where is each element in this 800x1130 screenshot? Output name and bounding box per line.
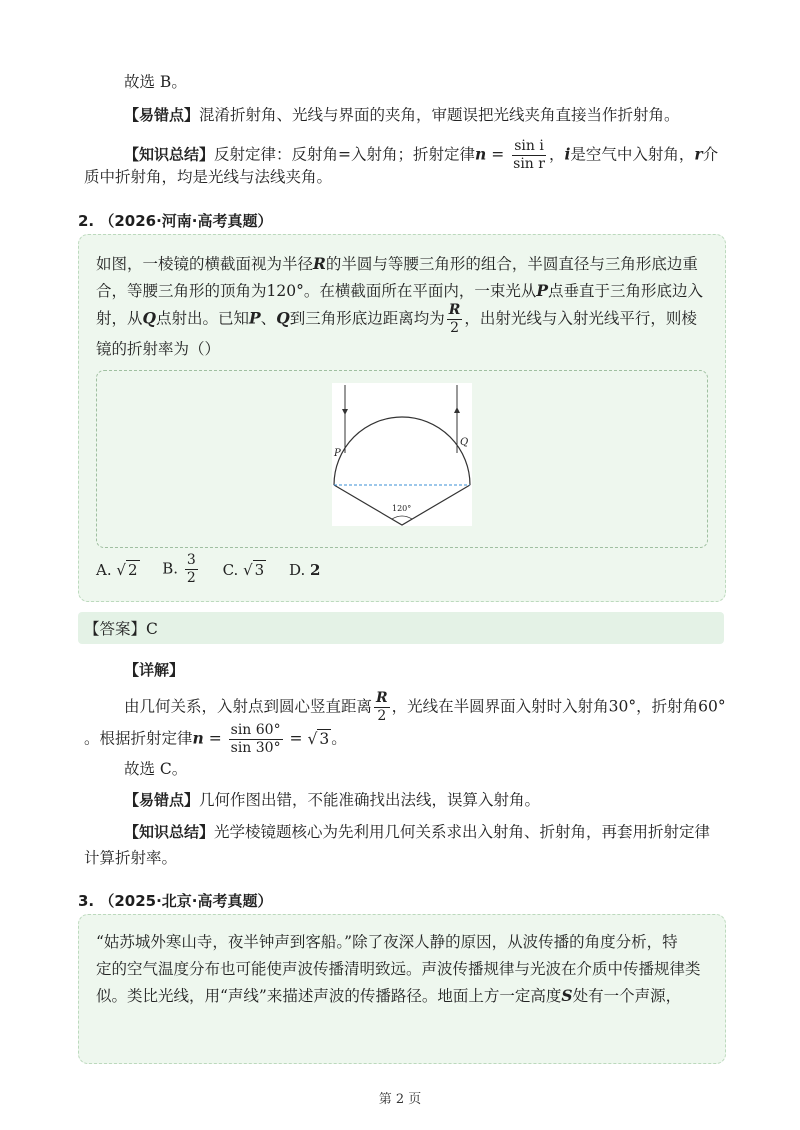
frac-den: 2 [186, 570, 196, 586]
stem-text: ，出射光线与入射光线平行，则棱 [464, 309, 697, 328]
error-tag: 【易错点】 [124, 791, 200, 809]
emergent-arrow [454, 407, 460, 413]
eq-sign: = [486, 145, 510, 164]
frac-den: 2 [450, 320, 460, 336]
snell-fraction [511, 138, 547, 173]
var-s: S [561, 986, 573, 1005]
option-value: 2 [310, 560, 321, 579]
option-label: A. [96, 560, 112, 579]
q2-summary [124, 820, 710, 844]
q1-choose: 故选 B。 [124, 73, 187, 91]
q2-options [96, 552, 338, 587]
detail-tag [124, 658, 184, 682]
detail-text: 。根据折射定律 [84, 729, 193, 748]
detail-text: 。 [331, 729, 347, 748]
summary-text-c: 介 [702, 145, 719, 164]
detail-tag-text: 【详解】 [124, 661, 185, 679]
stem-text: 到三角形底边距离均为 [289, 309, 445, 328]
frac-num: R [448, 302, 461, 318]
q2-stem-line1 [96, 252, 698, 276]
q3-text: 似。类比光线，用“声线”来描述声波的传播路径。地面上方一定高度 [96, 987, 562, 1005]
summary-tag: 【知识总结】 [124, 145, 215, 164]
frac-num: sin 60° [230, 722, 281, 738]
label-q: Q [460, 437, 469, 448]
stem-text: 的半圆与等腰三角形的组合，半圆直径与三角形底边重 [325, 255, 698, 273]
stem-text: 如图，一棱镜的横截面视为半径 [96, 255, 314, 273]
option-label: B. [162, 559, 179, 578]
q2-summary-line2: 计算折射率。 [84, 849, 178, 867]
var-r: r [694, 144, 703, 164]
eq-sign: = [203, 729, 227, 748]
summary-tag: 【知识总结】 [124, 823, 215, 841]
frac-num: R [376, 690, 388, 706]
q1-summary-line2: 质中折射角，均是光线与法线夹角。 [84, 168, 333, 186]
option-label: D. [288, 560, 306, 579]
error-tag: 【易错点】 [124, 106, 200, 124]
sqrt-3: √ 3 [243, 560, 265, 579]
frac-3-2 [185, 552, 198, 587]
q3-line1: “姑苏城外寒山寺，夜半钟声到客船。”除了夜深人静的原因，从波传播的角度分析，特 [96, 933, 678, 951]
q2-header: 2. （2026·河南·高考真题） [78, 212, 273, 230]
prism-figure [332, 383, 472, 526]
option-a[interactable] [96, 561, 140, 579]
frac-den: 2 [377, 708, 387, 724]
q3-line2: 定的空气温度分布也可能使声波传播清明致远。声波传播规律与光波在介质中传播规律类 [96, 960, 701, 978]
stem-text: 合，等腰三角形的顶角为120°。在横截面所在平面内，一束光从 [96, 282, 537, 300]
detail-text: 由几何关系，入射点到圆心竖直距离 [124, 697, 373, 716]
radicand: 3 [254, 560, 265, 579]
summary-text-b: 是空气中入射角， [570, 145, 695, 164]
frac-sin-i: sin i [514, 138, 544, 154]
sin-fraction [229, 722, 283, 757]
frac-den: sin 30° [230, 740, 281, 756]
var-q: Q [276, 308, 290, 328]
r-over-2-fraction [447, 302, 463, 337]
option-label: C. [222, 560, 239, 579]
option-d[interactable] [289, 561, 320, 579]
stem-text: 点射出。已知 [156, 309, 250, 328]
label-angle: 120° [392, 504, 412, 513]
summary-text-a: 反射定律：反射角=入射角；折射定律 [214, 145, 476, 164]
q1-error-point [124, 103, 680, 127]
option-c[interactable] [223, 561, 267, 579]
var-n: n [475, 144, 487, 164]
q2-stem-line4: 镜的折射率为（） [96, 340, 221, 358]
error-text: 几何作图出错，不能准确找出法线，误算入射角。 [199, 791, 541, 809]
q2-stem-line3 [96, 302, 697, 337]
prism-diagram [332, 383, 472, 526]
stem-text: 、 [260, 309, 277, 328]
incident-arrow [342, 409, 348, 415]
var-q: Q [142, 308, 157, 328]
q2-stem-line2 [96, 279, 703, 303]
eq-sign: = [284, 729, 308, 748]
stem-text: 点垂直于三角形底边入 [548, 282, 704, 300]
semicircle-arc [334, 417, 470, 485]
var-n: n [192, 728, 204, 748]
var-r: R [313, 254, 326, 273]
sqrt-2: √ 2 [116, 560, 138, 579]
detail-text: ，光线在半圆界面入射时入射角30°，折射角60° [391, 697, 726, 716]
q2-choose: 故选 C。 [124, 760, 188, 778]
radicand: 3 [319, 729, 330, 748]
summary-text: 光学棱镜题核心为先利用几何关系求出入射角、折射角，再套用折射定律 [214, 823, 711, 841]
option-b[interactable] [162, 552, 200, 587]
label-p: P [334, 448, 341, 459]
frac-sin-r: sin r [513, 156, 545, 172]
sep: ， [548, 145, 565, 164]
page-number: 第 2 页 [378, 1092, 422, 1107]
radicand: 2 [127, 560, 138, 579]
sqrt-3: √ 3 [307, 729, 330, 748]
apex-angle-arc [392, 516, 412, 519]
q2-error-point [124, 788, 540, 812]
q2-answer: 【答案】C [84, 620, 158, 638]
q3-text: 处有一个声源， [572, 987, 682, 1005]
detail-line2 [84, 722, 347, 757]
var-p: P [536, 281, 548, 300]
error-text: 混淆折射角、光线与界面的夹角，审题误把光线夹角直接当作折射角。 [199, 106, 680, 124]
r-over-2-fraction [374, 690, 390, 725]
detail-line1 [124, 690, 726, 725]
var-p: P [249, 308, 261, 328]
q3-line3 [96, 984, 681, 1008]
q3-header: 3. （2025·北京·高考真题） [78, 892, 273, 910]
answer-bar [78, 612, 724, 644]
frac-num: 3 [186, 552, 196, 568]
var-i: i [564, 144, 571, 164]
stem-text: 射，从 [96, 309, 143, 328]
